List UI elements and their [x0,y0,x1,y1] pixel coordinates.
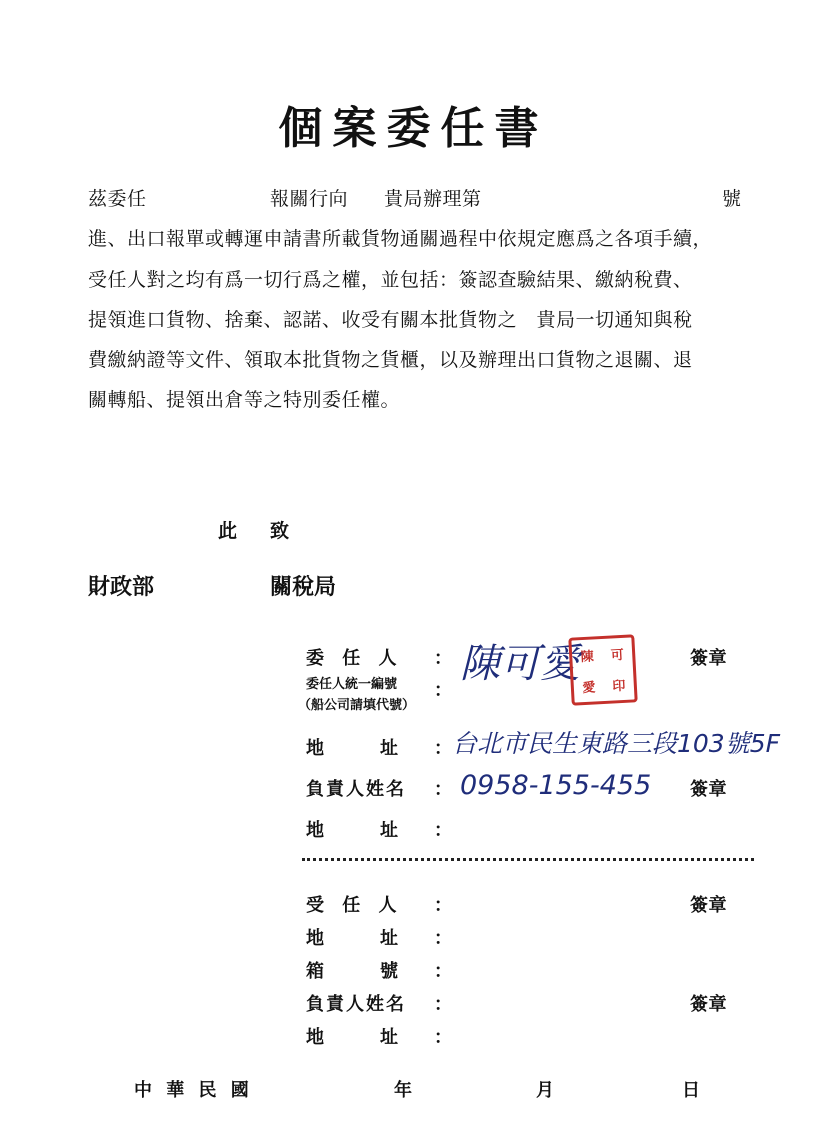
intro-entrust: 茲委任 [88,188,147,210]
principal-handwritten-address: 台北市民生東路三段103號5F [452,729,781,758]
principal-owner-address-colon: ： [434,820,453,841]
principal-handwritten-name: 陳可愛 [460,641,580,687]
principal-owner-colon: ： [434,779,453,800]
paragraph-line-1: 進、出口報單或轉運申請書所載貨物通關過程中依規定應爲之各項手續， [88,228,713,250]
agent-owner-address-colon: ： [434,1027,453,1048]
addressee-ministry: 財政部 [88,574,155,600]
salutation-ci: 此 [218,520,238,542]
principal-address-colon: ： [434,738,453,759]
principal-owner-address-label: 地 址 [306,820,399,841]
seal-char-2: 可 [610,647,625,664]
addressee-bureau: 關稅局 [270,574,337,600]
agent-owner-label: 負責人姓名 [306,994,406,1015]
principal-handwritten-phone: 0958-155-455 [460,770,652,801]
paragraph-line-4: 費繳納證等文件、領取本批貨物之貨櫃，以及辦理出口貨物之退關、退 [88,349,693,371]
paragraph-line-3: 提領進口貨物、捨棄、認諾、收受有關本批貨物之 貴局一切通知與稅 [88,309,693,331]
document-title: 個案委任書 [278,103,549,154]
paragraph-line-2: 受任人對之均有爲一切行爲之權，並包括：簽認查驗結果、繳納稅費、 [88,269,693,291]
principal-colon: ： [434,648,453,669]
salutation-zhi: 致 [270,520,290,542]
agent-label: 受 任 人 [306,895,403,916]
seal-char-4: 印 [611,678,626,695]
agent-address-colon: ： [434,928,453,949]
date-day: 日 [682,1080,701,1101]
agent-box-label: 箱 號 [306,961,399,982]
dotted-divider [302,858,754,861]
paragraph-line-5: 關轉船、提領出倉等之特別委任權。 [88,389,401,411]
date-era: 中 華 民 國 [134,1080,253,1101]
principal-sign: 簽章 [690,648,727,669]
seal-char-3: 愛 [582,680,596,697]
seal-char-1: 陳 [580,649,595,666]
principal-uid-colon: ： [434,680,453,701]
date-year: 年 [394,1080,413,1101]
principal-address-label: 地 址 [306,738,399,759]
company-seal [568,634,637,705]
agent-colon: ： [434,895,453,916]
intro-bureau: 貴局辦理第 [384,188,482,210]
intro-number: 號 [722,188,742,210]
agent-box-colon: ： [434,961,453,982]
principal-owner-sign: 簽章 [690,779,727,800]
agent-owner-address-label: 地 址 [306,1027,399,1048]
principal-uid-note: （船公司請填代號） [298,698,416,713]
date-month: 月 [536,1080,555,1101]
agent-owner-colon: ： [434,994,453,1015]
principal-label: 委 任 人 [306,648,403,669]
intro-broker: 報關行向 [270,188,349,210]
agent-owner-sign: 簽章 [690,994,727,1015]
agent-address-label: 地 址 [306,928,399,949]
principal-uid-label: 委任人統一編號 [306,677,398,692]
principal-owner-label: 負責人姓名 [306,779,406,800]
agent-sign: 簽章 [690,895,727,916]
